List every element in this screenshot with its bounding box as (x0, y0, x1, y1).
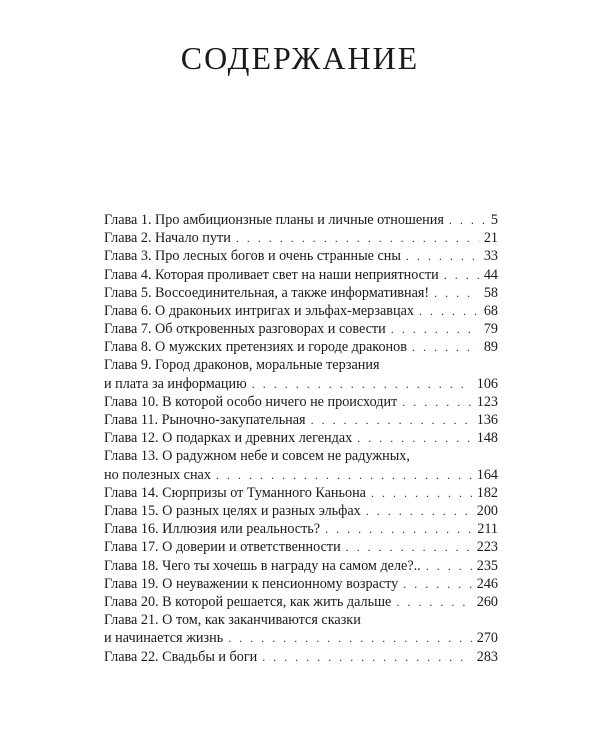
toc-entry (104, 520, 498, 538)
dot-leader (419, 302, 479, 320)
toc-entry-page-number: 33 (483, 248, 498, 265)
dot-leader (426, 557, 472, 575)
toc-entry-page-number: 211 (477, 521, 498, 538)
toc-entry-second-line (104, 466, 498, 484)
toc-entry-page-number: 260 (476, 593, 498, 610)
toc-entry (104, 229, 498, 247)
toc-entry-title: Глава 6. О драконьих интригах и эльфах-мерзавцах (104, 302, 414, 319)
dot-leader (406, 247, 479, 265)
toc-entry-page-number: 223 (476, 539, 498, 556)
toc-entry-title: Глава 19. О неуважении к пенсионному возрасту (104, 575, 399, 592)
toc-entry-title: Глава 12. О подарках и древних легендах (104, 430, 353, 447)
toc-entry (104, 393, 498, 411)
toc-entry-title: Глава 20. В которой решается, как жить дальше (104, 593, 392, 610)
toc-entry-title: Глава 18. Чего ты хочешь в награду на самом деле?.. (104, 557, 421, 574)
toc-entry-page-number: 246 (476, 575, 498, 592)
toc-entry-title: Глава 9. Город драконов, моральные терзания (104, 357, 380, 374)
toc-entry (104, 320, 498, 338)
toc-entry (104, 538, 498, 556)
toc-entry-second-line (104, 629, 498, 647)
toc-entry-title: Глава 10. В которой особо ничего не происходит (104, 393, 398, 410)
table-of-contents (104, 211, 498, 666)
toc-entry-page-number: 21 (483, 230, 498, 247)
toc-entry-page-number: 106 (476, 375, 498, 392)
toc-entry-title: Глава 16. Иллюзия или реальность? (104, 521, 321, 538)
dot-leader (371, 484, 472, 502)
toc-entry-title: Глава 8. О мужских претензиях и городе драконов (104, 339, 407, 356)
toc-entry (104, 284, 498, 302)
toc-entry (104, 502, 498, 520)
toc-entry (104, 484, 498, 502)
toc-entry-title: Глава 11. Рыночно-закупательная (104, 412, 306, 429)
toc-entry (104, 302, 498, 320)
dot-leader (311, 411, 472, 429)
toc-entry (104, 411, 498, 429)
dot-leader (216, 466, 472, 484)
page-title: СОДЕРЖАНИЕ (180, 40, 420, 76)
toc-entry-title: Глава 15. О разных целях и разных эльфах (104, 503, 361, 520)
toc-entry (104, 447, 498, 483)
toc-entry-page-number: 68 (483, 302, 498, 319)
toc-entry-first-line (104, 447, 498, 465)
toc-entry-title: Глава 14. Сюрпризы от Туманного Каньона (104, 484, 366, 501)
toc-entry-page-number: 123 (476, 393, 498, 410)
dot-leader (449, 211, 486, 229)
toc-entry-title-continuation: и плата за информацию (104, 375, 247, 392)
toc-entry-page-number: 270 (476, 630, 498, 647)
toc-entry (104, 611, 498, 647)
toc-entry-page-number: 200 (476, 503, 498, 520)
toc-entry-title: Глава 7. Об откровенных разговорах и совести (104, 321, 386, 338)
toc-entry (104, 338, 498, 356)
toc-entry (104, 429, 498, 447)
toc-entry-page-number: 89 (483, 339, 498, 356)
toc-entry (104, 593, 498, 611)
toc-entry-page-number: 136 (476, 412, 498, 429)
toc-entry-page-number: 44 (483, 266, 498, 283)
dot-leader (403, 575, 471, 593)
dot-leader (357, 429, 471, 447)
dot-leader (396, 593, 471, 611)
dot-leader (252, 375, 472, 393)
toc-entry (104, 247, 498, 265)
dot-leader (366, 502, 472, 520)
toc-entry-title-continuation: и начинается жизнь (104, 630, 224, 647)
toc-entry-title: Глава 4. Которая проливает свет на наши неприятности (104, 266, 439, 283)
toc-entry-title: Глава 21. О том, как заканчиваются сказки (104, 612, 361, 629)
dot-leader (262, 648, 471, 666)
dot-leader (402, 393, 471, 411)
dot-leader (412, 338, 479, 356)
toc-entry-page-number: 182 (476, 484, 498, 501)
toc-entry-title: Глава 3. Про лесных богов и очень странные сны (104, 248, 401, 265)
toc-entry-title: Глава 22. Свадьбы и боги (104, 648, 258, 665)
toc-entry-page-number: 235 (476, 557, 498, 574)
toc-entry-first-line (104, 357, 498, 375)
toc-entry-page-number: 148 (476, 430, 498, 447)
dot-leader (325, 520, 472, 538)
toc-entry-first-line (104, 611, 498, 629)
dot-leader (228, 629, 472, 647)
dot-leader (444, 266, 479, 284)
toc-entry (104, 266, 498, 284)
toc-entry-title: Глава 2. Начало пути (104, 230, 231, 247)
toc-entry-page-number: 79 (483, 321, 498, 338)
toc-entry-title: Глава 17. О доверии и ответственности (104, 539, 341, 556)
toc-entry (104, 557, 498, 575)
toc-entry (104, 211, 498, 229)
toc-entry-title: Глава 1. Про амбиционзные планы и личные отношения (104, 211, 444, 228)
toc-entry (104, 357, 498, 393)
dot-leader (236, 229, 479, 247)
toc-entry-page-number: 5 (490, 211, 498, 228)
toc-entry-title-continuation: но полезных снах (104, 466, 211, 483)
dot-leader (346, 538, 472, 556)
toc-entry (104, 575, 498, 593)
dot-leader (391, 320, 479, 338)
toc-entry-second-line (104, 375, 498, 393)
toc-entry-title: Глава 5. Воссоединительная, а также информативная! (104, 284, 430, 301)
dot-leader (434, 284, 479, 302)
toc-entry-page-number: 283 (476, 648, 498, 665)
toc-entry (104, 648, 498, 666)
toc-entry-page-number: 58 (483, 284, 498, 301)
toc-entry-title: Глава 13. О радужном небе и совсем не радужных, (104, 448, 410, 465)
toc-entry-page-number: 164 (476, 466, 498, 483)
